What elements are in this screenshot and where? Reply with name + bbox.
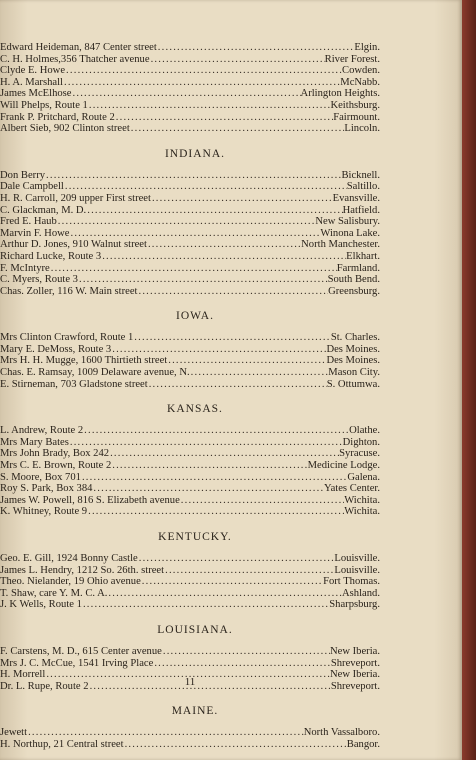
entry-name: Mrs J. C. McCue, 1541 Irving Place bbox=[0, 657, 154, 669]
dot-leader bbox=[190, 367, 329, 379]
state-heading: KANSAS. bbox=[167, 403, 223, 416]
dot-leader bbox=[148, 379, 327, 391]
dot-leader bbox=[141, 576, 323, 588]
entry-name: Clyde E. Howe bbox=[0, 65, 66, 77]
entry-place: New Salisbury. bbox=[315, 216, 380, 228]
entry-place: Lincoln. bbox=[344, 123, 380, 135]
directory-entry bbox=[0, 506, 380, 518]
dot-leader bbox=[92, 483, 324, 495]
entry-place: Medicine Lodge. bbox=[307, 460, 380, 472]
entry-name: H. A. Marshall bbox=[0, 76, 63, 88]
entry-name: H. R. Carroll, 209 upper First street bbox=[0, 192, 151, 204]
entry-place: Yates Center. bbox=[323, 483, 380, 495]
entry-name: Chas. E. Ramsay, 1009 Delaware avenue, N. bbox=[0, 367, 190, 379]
entry-name: F. Carstens, M. D., 615 Center avenue bbox=[0, 645, 162, 657]
entry-place: New Iberia. bbox=[330, 669, 380, 681]
directory-entry bbox=[0, 77, 380, 89]
entry-name: L. Andrew, Route 2 bbox=[0, 425, 84, 437]
directory-entry bbox=[0, 286, 380, 298]
book-cover-edge bbox=[462, 0, 476, 760]
directory-entry bbox=[0, 344, 380, 356]
directory-entry bbox=[0, 123, 380, 135]
entry-place: Olathe. bbox=[349, 425, 380, 437]
entry-place: Fairmount. bbox=[333, 111, 380, 123]
directory-entry bbox=[0, 448, 380, 460]
directory-entry bbox=[0, 472, 380, 484]
directory-entry bbox=[0, 251, 380, 263]
entry-place: Elkhart. bbox=[346, 250, 380, 262]
dot-leader bbox=[87, 506, 344, 518]
entry-name: Will Phelps, Route 1 bbox=[0, 99, 88, 111]
dot-leader bbox=[147, 239, 301, 251]
entry-name: Theo. Nielander, 19 Ohio avenue bbox=[0, 576, 141, 588]
dot-leader bbox=[162, 646, 330, 658]
entry-name: T. Shaw, care Y. M. C. A. bbox=[0, 587, 108, 599]
dot-leader bbox=[151, 193, 333, 205]
dot-leader bbox=[138, 553, 335, 565]
directory-entry bbox=[0, 599, 380, 611]
dot-leader bbox=[111, 344, 326, 356]
entry-place: Bicknell. bbox=[341, 169, 380, 181]
dot-leader bbox=[78, 274, 328, 286]
entry-place: Fort Thomas. bbox=[323, 576, 380, 588]
directory-entry bbox=[0, 379, 380, 391]
dot-leader bbox=[65, 65, 342, 77]
dot-leader bbox=[115, 112, 333, 124]
directory-entry bbox=[0, 495, 380, 507]
state-heading: LOUISIANA. bbox=[157, 623, 233, 636]
entry-name: J. K Wells, Route 1 bbox=[0, 599, 82, 611]
directory-entry bbox=[0, 739, 380, 751]
entry-name: C. H. Holmes,356 Thatcher avenue bbox=[0, 53, 150, 65]
entry-name: Mrs Clinton Crawford, Route 1 bbox=[0, 332, 134, 344]
entry-place: Cowden. bbox=[342, 65, 380, 77]
dot-leader bbox=[153, 658, 331, 670]
entry-place: South Bend. bbox=[327, 274, 380, 286]
entry-place: Winona Lake. bbox=[320, 227, 380, 239]
entry-name: S. Moore, Box 701 bbox=[0, 471, 81, 483]
directory-entry bbox=[0, 42, 380, 54]
entry-place: Syracuse. bbox=[339, 448, 380, 460]
directory-entry bbox=[0, 332, 380, 344]
dot-leader bbox=[109, 448, 339, 460]
dot-leader bbox=[130, 123, 345, 135]
state-heading: INDIANA. bbox=[164, 147, 226, 160]
directory-entry bbox=[0, 437, 380, 449]
directory-entry bbox=[0, 88, 380, 100]
entry-name: Mrs Mary Bates bbox=[0, 436, 69, 448]
entry-place: Galena. bbox=[347, 471, 380, 483]
directory-entry bbox=[0, 100, 380, 112]
entry-name: H. Morrell bbox=[0, 669, 46, 681]
entry-name: K. Whitney, Route 9 bbox=[0, 506, 88, 518]
dot-leader bbox=[157, 42, 355, 54]
entry-place: North Vassalboro. bbox=[303, 727, 380, 739]
directory-listing bbox=[0, 36, 380, 751]
dot-leader bbox=[137, 286, 328, 298]
directory-entry bbox=[0, 727, 380, 739]
directory-entry bbox=[0, 565, 380, 577]
dot-leader bbox=[86, 205, 342, 217]
entry-name: E. Stirneman, 703 Gladstone street bbox=[0, 378, 148, 390]
dot-leader bbox=[64, 181, 347, 193]
entry-name: Chas. Zoller, 116 W. Main street bbox=[0, 285, 138, 297]
entry-name: Mrs John Brady, Box 242 bbox=[0, 448, 110, 460]
entry-name: C. Glackman, M. D. bbox=[0, 204, 87, 216]
entry-name: James L. Hendry, 1212 So. 26th. street bbox=[0, 564, 165, 576]
entry-place: Des Moines. bbox=[326, 355, 380, 367]
entry-name: James McElhose bbox=[0, 88, 72, 100]
directory-entry bbox=[0, 588, 380, 600]
entry-name: Mrs C. E. Brown, Route 2 bbox=[0, 460, 112, 472]
dot-leader bbox=[107, 588, 342, 600]
entry-place: S. Ottumwa. bbox=[326, 378, 380, 390]
dot-leader bbox=[111, 460, 307, 472]
directory-entry bbox=[0, 65, 380, 77]
dot-leader bbox=[83, 425, 349, 437]
entry-name: Mrs H. H. Mugge, 1600 Thirtieth street bbox=[0, 355, 168, 367]
entry-name: Arthur D. Jones, 910 Walnut street bbox=[0, 239, 147, 251]
dot-leader bbox=[72, 88, 301, 100]
state-heading: IOWA. bbox=[176, 310, 214, 323]
entry-name: Jewett bbox=[0, 727, 28, 739]
dot-leader bbox=[69, 228, 320, 240]
dot-leader bbox=[63, 77, 340, 89]
entry-place: Wichita. bbox=[344, 506, 380, 518]
entry-place: Evansville. bbox=[332, 192, 380, 204]
directory-entry bbox=[0, 658, 380, 670]
directory-entry bbox=[0, 483, 380, 495]
entry-place: Louisville. bbox=[334, 564, 380, 576]
entry-place: Elgin. bbox=[354, 42, 380, 53]
entry-name: Dr. L. Rupe, Route 2 bbox=[0, 680, 89, 692]
entry-place: Wichita. bbox=[344, 494, 380, 506]
entry-place: Hatfield. bbox=[342, 204, 380, 216]
directory-entry bbox=[0, 367, 380, 379]
entry-place: Greensburg. bbox=[328, 285, 380, 297]
directory-entry bbox=[0, 263, 380, 275]
directory-entry bbox=[0, 274, 380, 286]
entry-place: Ashland. bbox=[342, 587, 380, 599]
entry-name: James W. Powell, 816 S. Elizabeth avenue bbox=[0, 494, 180, 506]
entry-name: Dale Campbell bbox=[0, 181, 64, 193]
dot-leader bbox=[69, 437, 343, 449]
entry-name: F. McIntyre bbox=[0, 262, 50, 274]
directory-entry bbox=[0, 193, 380, 205]
entry-name: Fred E. Haub bbox=[0, 216, 57, 228]
directory-entry bbox=[0, 205, 380, 217]
directory-entry bbox=[0, 576, 380, 588]
entry-place: Shreveport. bbox=[330, 680, 380, 692]
entry-place: River Forest. bbox=[324, 53, 380, 65]
entry-name: Geo. E. Gill, 1924 Bonny Castle bbox=[0, 553, 138, 564]
entry-name: Marvin F. Howe bbox=[0, 227, 70, 239]
entry-name: Richard Lucke, Route 3 bbox=[0, 250, 102, 262]
dot-leader bbox=[124, 739, 347, 751]
entry-place: Des Moines. bbox=[326, 343, 380, 355]
entry-name: C. Myers, Route 3 bbox=[0, 274, 78, 286]
entry-name: Roy S. Park, Box 384 bbox=[0, 483, 93, 495]
dot-leader bbox=[133, 332, 331, 344]
dot-leader bbox=[82, 599, 329, 611]
entry-place: Shreveport. bbox=[330, 657, 380, 669]
entry-place: Mason City. bbox=[328, 367, 380, 379]
dot-leader bbox=[88, 100, 331, 112]
state-heading: KENTUCKY. bbox=[158, 531, 232, 543]
entry-name: Frank P. Pritchard, Route 2 bbox=[0, 111, 115, 123]
directory-entry bbox=[0, 54, 380, 66]
directory-entry bbox=[0, 170, 380, 182]
entry-name: Edward Heideman, 847 Center street bbox=[0, 42, 157, 53]
dot-leader bbox=[57, 216, 316, 228]
entry-place: Louisville. bbox=[334, 553, 380, 564]
entry-place: St. Charles. bbox=[330, 332, 380, 344]
entry-place: North Manchester. bbox=[301, 239, 380, 251]
directory-entry bbox=[0, 181, 380, 193]
entry-name: Albert Sieb, 902 Clinton street bbox=[0, 123, 130, 135]
entry-place: McNabb. bbox=[340, 76, 380, 88]
entry-place: Farmland. bbox=[336, 262, 380, 274]
entry-place: Sharpsburg. bbox=[329, 599, 380, 611]
dot-leader bbox=[81, 472, 347, 484]
directory-entry bbox=[0, 239, 380, 251]
dot-leader bbox=[167, 355, 326, 367]
entry-place: Saltillo. bbox=[346, 181, 380, 193]
entry-name: H. Northup, 21 Central street bbox=[0, 738, 124, 750]
entry-place: Bangor. bbox=[346, 738, 380, 750]
entry-place: Keithsburg. bbox=[330, 99, 380, 111]
dot-leader bbox=[180, 495, 344, 507]
directory-entry bbox=[0, 355, 380, 367]
directory-entry bbox=[0, 646, 380, 658]
entry-name: Don Berry bbox=[0, 169, 46, 181]
directory-entry bbox=[0, 228, 380, 240]
directory-entry bbox=[0, 553, 380, 565]
dot-leader bbox=[150, 54, 325, 66]
directory-entry bbox=[0, 216, 380, 228]
directory-entry bbox=[0, 460, 380, 472]
entry-name: Mary E. DeMoss, Route 3 bbox=[0, 343, 112, 355]
directory-entry bbox=[0, 425, 380, 437]
entry-place: New Iberia. bbox=[330, 645, 380, 657]
dot-leader bbox=[164, 565, 334, 577]
dot-leader bbox=[101, 251, 346, 263]
directory-entry bbox=[0, 112, 380, 124]
dot-leader bbox=[45, 170, 341, 182]
page-number: 11 bbox=[184, 676, 196, 688]
entry-place: Dighton. bbox=[342, 436, 380, 448]
state-heading: MAINE. bbox=[171, 705, 219, 718]
dot-leader bbox=[27, 727, 304, 739]
entry-place: Arlington Heights. bbox=[300, 88, 380, 100]
dot-leader bbox=[50, 263, 337, 275]
